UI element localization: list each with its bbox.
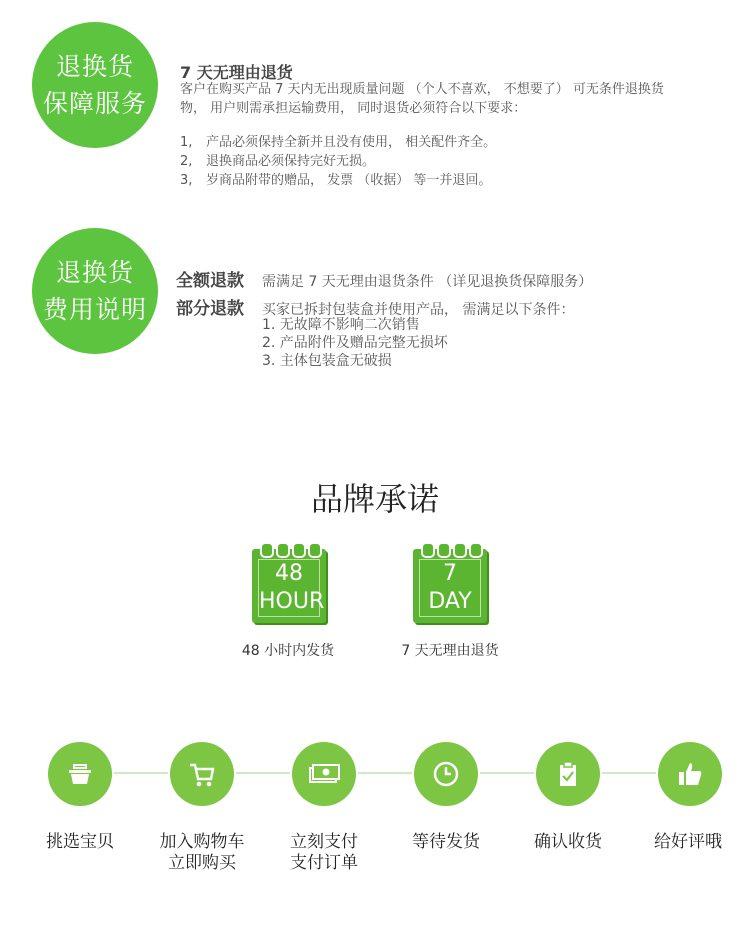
clipboard-icon (553, 759, 583, 789)
list-item (180, 152, 496, 171)
step-circle (536, 742, 600, 806)
calendar-unit: DAY (428, 589, 472, 614)
step-circle (292, 742, 356, 806)
step-circle (48, 742, 112, 806)
step-connector (480, 772, 534, 774)
partial-refund-conditions (262, 316, 448, 370)
condition-item: 3. 主体包装盒无破损 (262, 353, 392, 369)
condition-item: 1. 无故障不影响二次销售 (262, 317, 420, 333)
step-circle (658, 742, 722, 806)
condition-item: 2. 产品附件及赠品完整无损坏 (262, 335, 448, 351)
step-label: 挑选宝贝 (46, 832, 114, 852)
item-number: 1, (180, 135, 193, 150)
item-text: 退换商品必须保持完好无损。 (206, 154, 376, 169)
list-item (180, 133, 496, 152)
step-circle (170, 742, 234, 806)
full-refund-row (176, 266, 592, 291)
item-text: 产品必须保持全新并且没有使用， 相关配件齐全。 (206, 135, 497, 150)
partial-refund-label: 部分退款 (176, 299, 244, 319)
step-connector (114, 772, 168, 774)
step-label: 等待发货 (412, 832, 480, 852)
badge-line1: 退换货 (55, 258, 134, 287)
brand-title: 品牌承诺 (310, 480, 439, 518)
step-circle (414, 742, 478, 806)
promise-caption: 7 天无理由退货 (401, 643, 499, 659)
money-icon (307, 759, 341, 789)
item-number: 2, (180, 154, 193, 169)
step-connector (358, 772, 412, 774)
clock-icon (431, 759, 461, 789)
policy-intro: 客户在购买产品 7 天内无出现质量问题 （个人不喜欢， 不想要了） 可无条件退换货物， 用户则需承担运输费用， 同时退货必须符合以下要求： (180, 82, 664, 116)
cart-icon (187, 759, 217, 789)
requirements-list (180, 133, 496, 190)
badge-line2: 费用说明 (42, 295, 147, 324)
badge-line1: 退换货 (55, 52, 134, 81)
step-label: 给好评哦 (654, 832, 722, 852)
step-connector (602, 772, 656, 774)
calendar-icon-48-hour (252, 549, 326, 623)
item-number: 3, (180, 173, 193, 188)
step-label: 立刻支付 支付订单 (290, 832, 358, 873)
return-guarantee-badge (32, 22, 158, 148)
basket-icon (65, 759, 95, 789)
calendar-number: 48 (275, 561, 303, 586)
item-text: 岁商品附带的赠品， 发票 （收据） 等一并退回。 (206, 173, 492, 188)
refund-fee-badge (32, 228, 158, 354)
step-connector (236, 772, 290, 774)
full-refund-label: 全额退款 (176, 271, 244, 291)
calendar-unit: HOUR (259, 589, 325, 614)
policy-title: 7 天无理由退货 (180, 63, 293, 82)
calendar-number: 7 (443, 561, 457, 586)
thumbs-up-icon (675, 759, 705, 789)
list-item (180, 171, 496, 190)
promise-caption: 48 小时内发货 (241, 643, 335, 659)
step-label: 加入购物车 立即购买 (159, 832, 245, 873)
step-label: 确认收货 (534, 832, 602, 852)
badge-line2: 保障服务 (42, 89, 147, 118)
calendar-icon-7-day (413, 549, 487, 623)
full-refund-text: 需满足 7 天无理由退货条件 （详见退换货保障服务） (262, 274, 593, 290)
partial-refund-text: 买家已拆封包装盒并使用产品， 需满足以下条件： (262, 302, 575, 318)
